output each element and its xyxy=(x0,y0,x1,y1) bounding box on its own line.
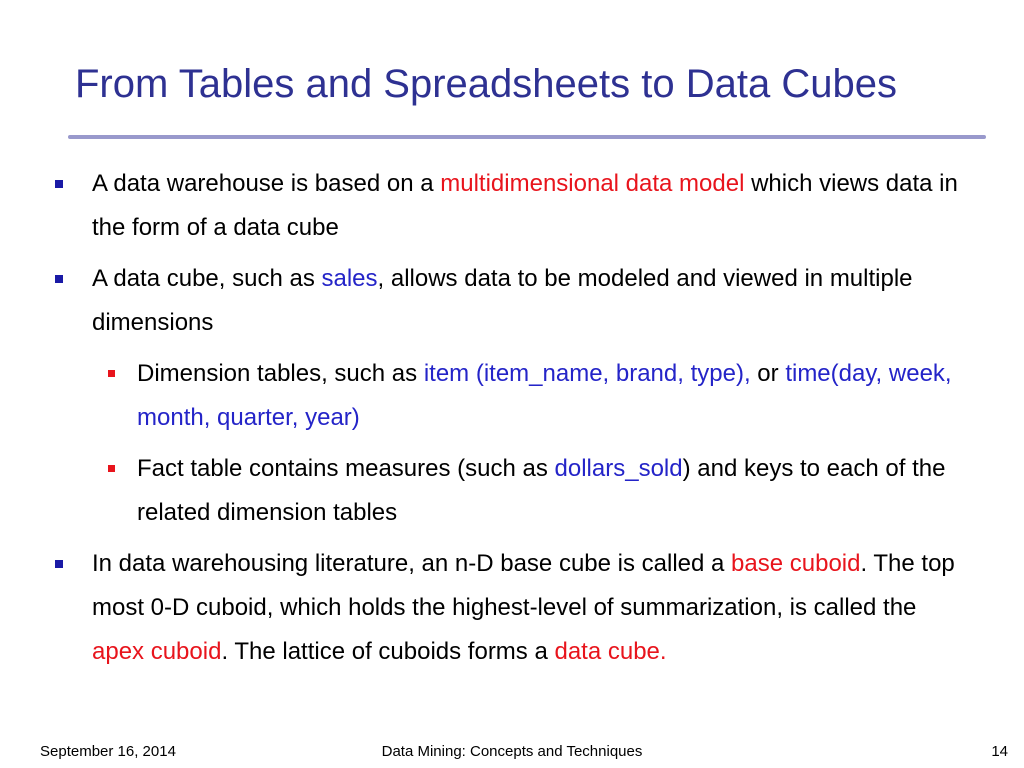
title-divider xyxy=(68,135,986,139)
bullet-text: In data warehousing literature, an n-D base cube is called a xyxy=(92,550,732,577)
bullet-text: ) and keys to each of the related dimension tables xyxy=(137,455,946,526)
bullet-text: which views data in the form of a data cube xyxy=(92,170,958,241)
page-number: 14 xyxy=(991,743,1008,760)
bullet-item xyxy=(92,542,962,674)
slide-title: From Tables and Spreadsheets to Data Cubes xyxy=(75,62,897,106)
sub-bullet-item xyxy=(137,352,957,440)
square-bullet-icon xyxy=(55,275,63,283)
highlighted-term: dollars_sold xyxy=(554,455,683,482)
bullet-text: or xyxy=(750,360,786,387)
small-square-bullet-icon xyxy=(108,465,115,472)
bullet-text: Fact table contains measures (such as xyxy=(137,455,555,482)
bullet-text: . The top most 0-D cuboid, which holds the highest-level of summarization, is called the xyxy=(92,550,955,621)
highlighted-term: data cube. xyxy=(554,638,667,665)
bullet-text: , allows data to be modeled and viewed in multiple dimensions xyxy=(92,265,913,336)
highlighted-term: multidimensional data model xyxy=(440,170,745,197)
footer-date: September 16, 2014 xyxy=(40,743,176,760)
highlighted-term: item (item_name, brand, type), xyxy=(423,360,751,387)
bullet-text: Dimension tables, such as xyxy=(137,360,424,387)
square-bullet-icon xyxy=(55,560,63,568)
highlighted-term: time(day, week, month, quarter, year) xyxy=(137,360,952,431)
small-square-bullet-icon xyxy=(108,370,115,377)
bullet-text: . The lattice of cuboids forms a xyxy=(221,638,555,665)
bullet-list xyxy=(0,162,1024,681)
bullet-text: A data cube, such as xyxy=(92,265,322,292)
sub-bullet-item xyxy=(137,447,957,535)
bullet-text: A data warehouse is based on a xyxy=(92,170,441,197)
footer-title: Data Mining: Concepts and Techniques xyxy=(381,743,643,760)
highlighted-term: sales xyxy=(321,265,378,292)
highlighted-term: base cuboid xyxy=(731,550,861,577)
bullet-item xyxy=(92,257,962,345)
bullet-item xyxy=(92,162,962,250)
highlighted-term: apex cuboid xyxy=(92,638,222,665)
square-bullet-icon xyxy=(55,180,63,188)
